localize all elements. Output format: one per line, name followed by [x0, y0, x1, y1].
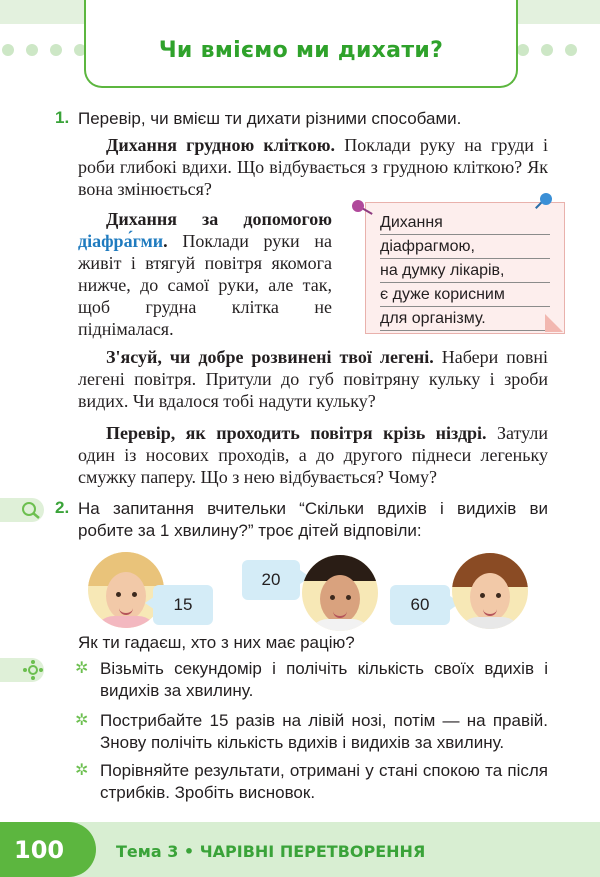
sun-bullet-icon: ✲ — [75, 660, 89, 677]
answer-bubble-2: 20 — [242, 560, 300, 600]
pin-icon — [540, 193, 552, 205]
note-line-5: для організму. — [380, 307, 550, 331]
page-number: 100 — [14, 836, 65, 864]
page-title: Чи вміємо ми дихати? — [158, 38, 444, 63]
task-2-question: На запитання вчительки “Скільки вдихів і видихів ви робите за 1 хвилину?” троє дітей відповіли: — [78, 499, 548, 540]
diaphragm-term: діафра́гми — [78, 231, 164, 251]
diaphragm-breathing-paragraph — [78, 208, 332, 340]
boy-avatar-1 — [302, 555, 378, 631]
dots-decoration-right — [517, 44, 577, 56]
note-folded-corner — [545, 314, 563, 332]
note-line-3: на думку лікарів, — [380, 259, 550, 283]
lungs-paragraph — [78, 346, 548, 412]
diaphragm-note-card — [365, 202, 565, 334]
chest-breathing-title: Дихання грудною кліткою. — [106, 135, 336, 155]
lungs-text: Набери повні легені повітря. Притули до губ повітряну кульку і зроби видих. Чи вдалося тобі надути кульку? — [78, 347, 549, 411]
task-number-1: 1. — [55, 108, 70, 127]
chest-breathing-paragraph — [78, 134, 548, 200]
sun-bullet-icon: ✲ — [75, 712, 89, 729]
pin-icon — [352, 200, 364, 212]
bubble-tail — [145, 596, 155, 610]
nose-text: Затули один із носових проходів, а до другого піднеси легеньку смужку паперу. Що з нею відбувається? Чому? — [78, 423, 548, 487]
diaphragm-title-end: . — [163, 231, 168, 251]
bullet-item-3: Порівняйте результати, отримані у стані спокою та після стрибків. Зробіть висновок. — [100, 761, 548, 802]
magnifier-icon — [20, 500, 42, 520]
answer-bubble-3: 60 — [390, 585, 450, 625]
note-line-1: Дихання — [380, 211, 550, 235]
answer-bubble-1: 15 — [153, 585, 213, 625]
diaphragm-breathing-text: Поклади руки на живіт і втягуй повітря якомога нижче, до самої руки, але так, щоб грудна клітка не піднімалася. — [78, 231, 332, 339]
sun-bullet-icon: ✲ — [75, 762, 89, 779]
diaphragm-breathing-title: Дихання за допомогою — [106, 209, 332, 229]
boy-avatar-2 — [452, 553, 528, 629]
title-box — [84, 0, 518, 88]
follow-up-question: Як ти гадаєш, хто з них має рацію? — [78, 633, 355, 652]
note-line-4: є дуже корисним — [380, 283, 550, 307]
note-line-2: діафрагмою, — [380, 235, 550, 259]
topic-label: Тема 3 • ЧАРІВНІ ПЕРЕТВОРЕННЯ — [116, 842, 426, 861]
bullet-item-2: Пострибайте 15 разів на лівій нозі, потім — на правій. Знову полічіть кількість вдихів і видихів за хвилину. — [100, 711, 548, 752]
task-1-intro: Перевір, чи вмієш ти дихати різними способами. — [78, 109, 462, 128]
task-number-2: 2. — [55, 498, 70, 517]
nose-title: Перевір, як проходить повітря крізь ніздрі. — [106, 423, 487, 443]
lungs-title: З'ясуй, чи добре розвинені твої легені. — [106, 347, 434, 367]
bullet-item-1: Візьміть секундомір і полічіть кількість своїх вдихів і видихів за хвилину. — [100, 659, 548, 700]
nose-paragraph — [78, 422, 548, 488]
group-work-icon — [22, 659, 44, 681]
chest-breathing-text: Поклади руку на груди і роби глибокі вдихи. Що відбувається з грудною кліткою? Як вона змінюється? — [78, 135, 549, 199]
